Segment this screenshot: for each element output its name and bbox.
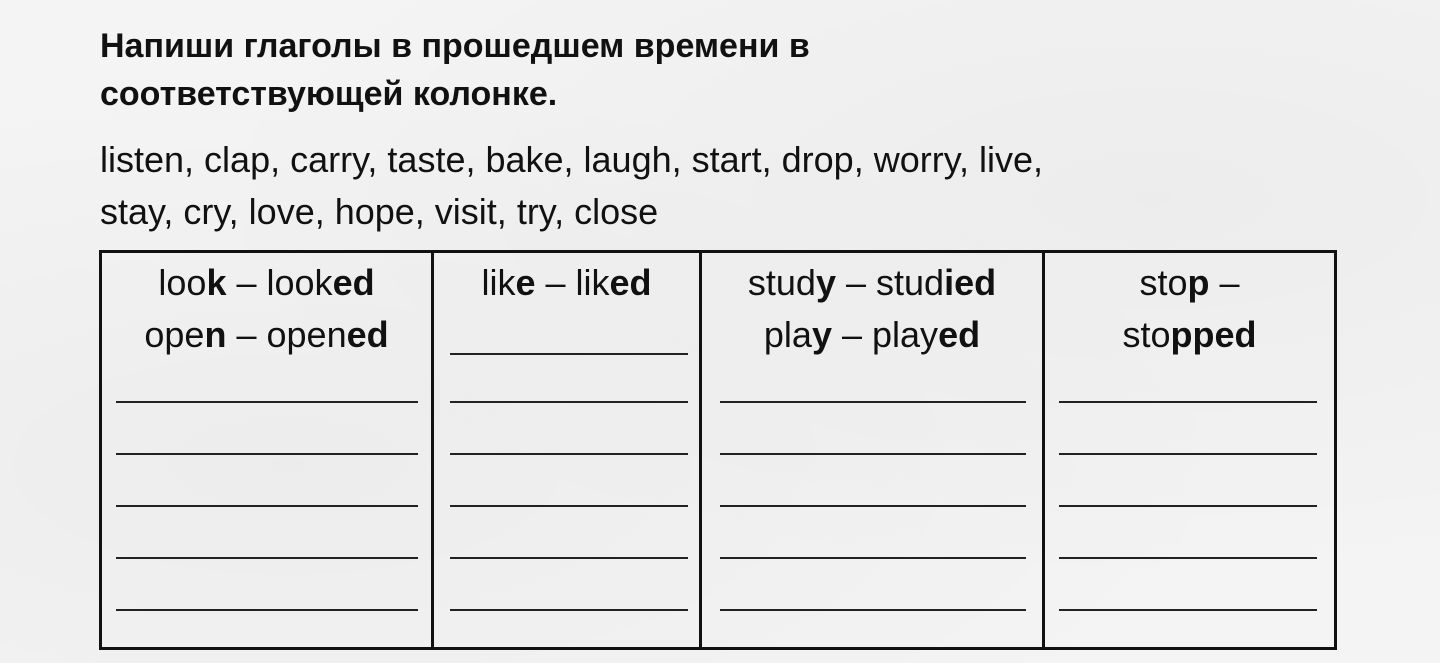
answer-line[interactable] (1059, 453, 1317, 455)
answer-line[interactable] (720, 609, 1026, 611)
answer-line[interactable] (1059, 609, 1317, 611)
column-e-ending (434, 253, 702, 647)
answer-table (99, 250, 1337, 650)
answer-line[interactable] (450, 401, 688, 403)
answer-line[interactable] (450, 557, 688, 559)
answer-line[interactable] (450, 609, 688, 611)
verb-word-list (100, 134, 1300, 238)
example-look-looked: look – looked (158, 262, 375, 303)
column-double-consonant (1045, 253, 1334, 647)
answer-line[interactable] (116, 401, 418, 403)
answer-line[interactable] (450, 505, 688, 507)
column-add-ed (102, 253, 434, 647)
instruction-line-2: соответствующей колонке. (100, 75, 558, 113)
word-list-line-1: listen, clap, carry, taste, bake, laugh, start, drop, worry, live, (100, 139, 1044, 180)
example-play-played: play – played (763, 314, 981, 355)
example-stop: stop – (1139, 262, 1240, 303)
answer-line[interactable] (1059, 557, 1317, 559)
example-like-liked: like – liked (481, 262, 652, 303)
answer-line[interactable] (450, 453, 688, 455)
instruction-line-1: Напиши глаголы в прошедшем времени в (100, 27, 810, 65)
answer-line[interactable] (116, 609, 418, 611)
task-instruction (100, 22, 1250, 118)
answer-line[interactable] (116, 453, 418, 455)
answer-line[interactable] (450, 353, 688, 355)
answer-line[interactable] (1059, 505, 1317, 507)
answer-line[interactable] (720, 505, 1026, 507)
answer-line[interactable] (1059, 401, 1317, 403)
example-stopped: stopped (1122, 314, 1257, 355)
word-list-line-2: stay, cry, love, hope, visit, try, close (100, 191, 659, 232)
answer-line[interactable] (720, 401, 1026, 403)
answer-line[interactable] (720, 557, 1026, 559)
answer-line[interactable] (720, 453, 1026, 455)
answer-line[interactable] (116, 557, 418, 559)
example-study-studied: study – studied (747, 262, 997, 303)
answer-line[interactable] (116, 505, 418, 507)
example-open-opened: open – opened (144, 314, 389, 355)
column-y-ending (702, 253, 1045, 647)
